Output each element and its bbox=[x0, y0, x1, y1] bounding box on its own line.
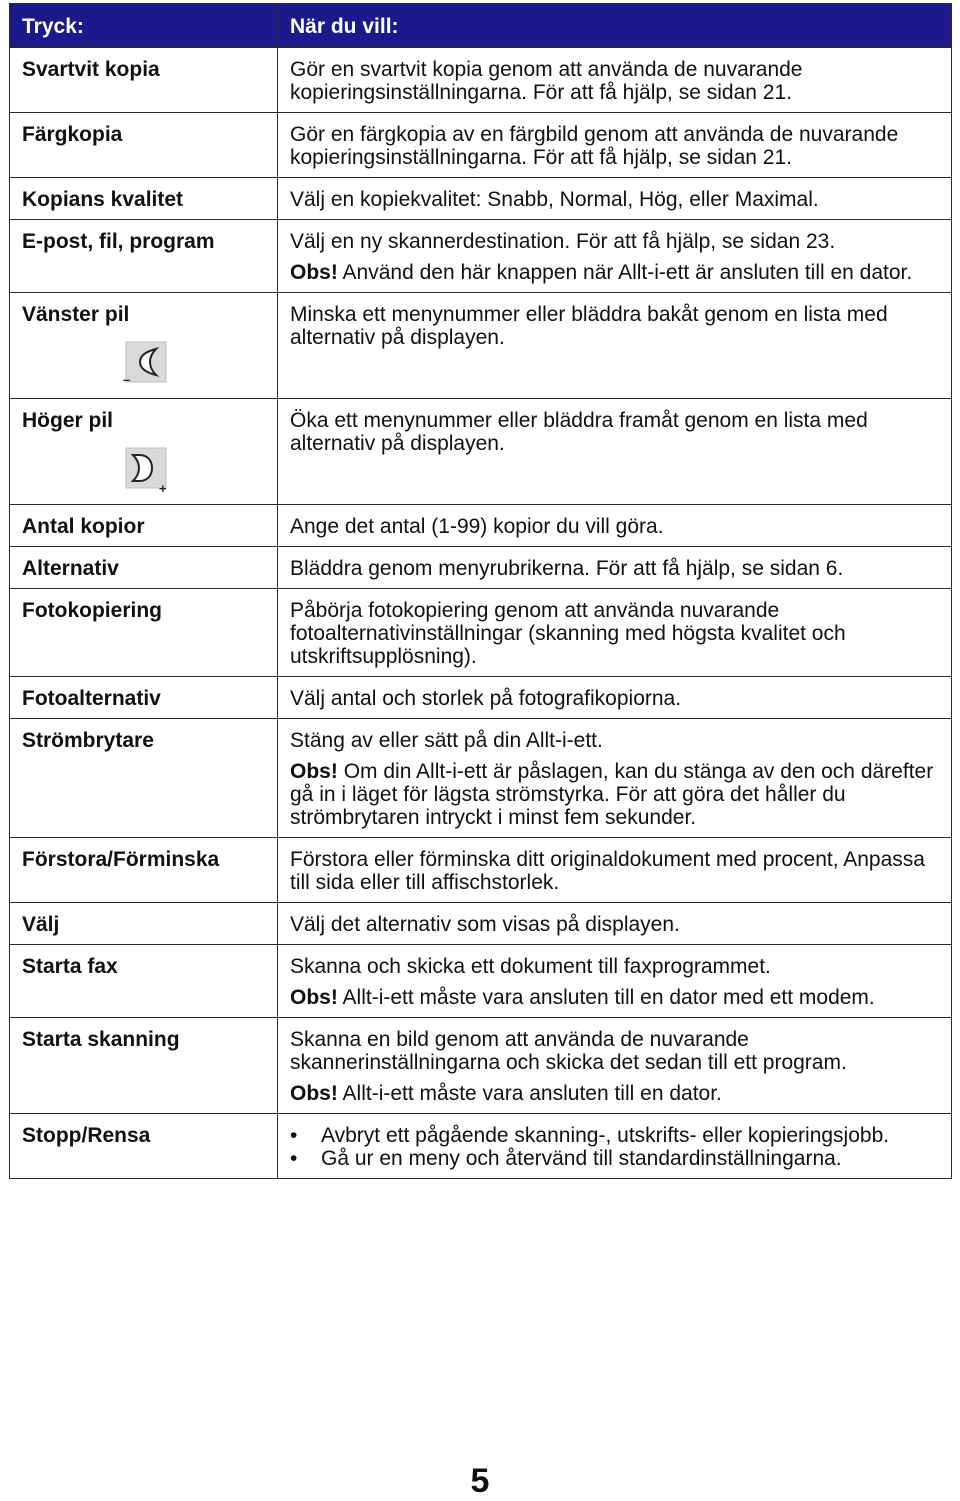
description-text: Skanna och skicka ett dokument till faxprogrammet. bbox=[290, 955, 771, 978]
button-name: Alternativ bbox=[22, 557, 119, 580]
bullet-text: Gå ur en meny och återvänd till standardinställningarna. bbox=[321, 1147, 842, 1170]
button-name: Starta skanning bbox=[22, 1028, 180, 1051]
button-name: Välj bbox=[22, 913, 60, 936]
button-reference-table bbox=[9, 3, 952, 1179]
description-text: Välj en kopiekvalitet: Snabb, Normal, Hög, eller Maximal. bbox=[290, 188, 819, 211]
table-row bbox=[10, 589, 952, 677]
button-name-cell bbox=[10, 719, 278, 838]
table-row bbox=[10, 113, 952, 178]
note-text: Allt-i-ett måste vara ansluten till en dator med ett modem. bbox=[342, 986, 875, 1009]
description-text: Välj det alternativ som visas på displayen. bbox=[290, 913, 680, 936]
table-body bbox=[10, 48, 952, 1179]
description-cell bbox=[278, 719, 952, 838]
button-name: Färgkopia bbox=[22, 123, 123, 146]
button-name: Starta fax bbox=[22, 955, 118, 978]
button-name-cell bbox=[10, 1114, 278, 1179]
button-name-cell bbox=[10, 547, 278, 589]
button-name-cell bbox=[10, 1018, 278, 1114]
button-name: Svartvit kopia bbox=[22, 58, 160, 81]
table-row bbox=[10, 945, 952, 1018]
description-cell bbox=[278, 505, 952, 547]
button-name: Strömbrytare bbox=[22, 729, 154, 752]
bullet-list bbox=[290, 1124, 939, 1170]
note-text: Allt-i-ett måste vara ansluten till en dator. bbox=[342, 1082, 722, 1105]
button-name: Fotoalternativ bbox=[22, 687, 161, 710]
note bbox=[290, 760, 939, 829]
description-cell bbox=[278, 589, 952, 677]
description-text: Gör en färgkopia av en färgbild genom att använda de nuvarande kopieringsinställningarna. För att få hjälp, se sidan 21. bbox=[290, 123, 899, 169]
description-cell bbox=[278, 178, 952, 220]
button-name-cell bbox=[10, 48, 278, 113]
table-row bbox=[10, 505, 952, 547]
table-row bbox=[10, 719, 952, 838]
description-cell bbox=[278, 1018, 952, 1114]
description-text: Förstora eller förminska ditt originaldokument med procent, Anpassa till sida eller till affischstorlek. bbox=[290, 848, 925, 894]
button-name-cell bbox=[10, 589, 278, 677]
button-name: E-post, fil, program bbox=[22, 230, 215, 253]
note-label: Obs! bbox=[290, 1082, 338, 1105]
button-name: Antal kopior bbox=[22, 515, 145, 538]
button-name-cell bbox=[10, 220, 278, 293]
bullet-text: Avbryt ett pågående skanning-, utskrifts- eller kopieringsjobb. bbox=[321, 1124, 890, 1147]
button-name-cell bbox=[10, 677, 278, 719]
table-row bbox=[10, 547, 952, 589]
button-name-cell bbox=[10, 399, 278, 505]
table-row bbox=[10, 1018, 952, 1114]
description-cell bbox=[278, 399, 952, 505]
button-name-cell bbox=[10, 945, 278, 1018]
description-text: Gör en svartvit kopia genom att använda de nuvarande kopieringsinställningarna. För att få hjälp, se sidan 21. bbox=[290, 58, 803, 104]
header-press: Tryck: bbox=[10, 4, 278, 48]
description-text: Stäng av eller sätt på din Allt-i-ett. bbox=[290, 729, 603, 752]
button-name-cell bbox=[10, 838, 278, 903]
left-arrow-button-icon bbox=[22, 340, 265, 390]
table-row bbox=[10, 178, 952, 220]
description-text: Öka ett menynummer eller bläddra framåt genom en lista med alternativ på displayen. bbox=[290, 409, 868, 455]
button-name-cell bbox=[10, 113, 278, 178]
description-cell bbox=[278, 547, 952, 589]
right-arrow-button-icon bbox=[22, 446, 265, 496]
description-text: Ange det antal (1-99) kopior du vill göra. bbox=[290, 515, 664, 538]
table-row bbox=[10, 220, 952, 293]
note-text: Använd den här knappen när Allt-i-ett är ansluten till en dator. bbox=[342, 261, 913, 284]
bullet-icon: • bbox=[290, 1124, 298, 1147]
button-name-cell bbox=[10, 903, 278, 945]
description-cell bbox=[278, 48, 952, 113]
button-name: Vänster pil bbox=[22, 303, 130, 326]
description-cell bbox=[278, 220, 952, 293]
description-cell bbox=[278, 677, 952, 719]
note bbox=[290, 261, 939, 284]
description-text: Välj en ny skannerdestination. För att få hjälp, se sidan 23. bbox=[290, 230, 836, 253]
bullet-item bbox=[290, 1124, 939, 1147]
description-text: Skanna en bild genom att använda de nuvarande skannerinställningarna och skicka det sedan till ett program. bbox=[290, 1028, 847, 1074]
description-text: Påbörja fotokopiering genom att använda nuvarande fotoalternativinställningar (skanning med högsta kvalitet och utskriftsupplösning). bbox=[290, 599, 846, 668]
bullet-icon: • bbox=[290, 1147, 298, 1170]
description-text: Bläddra genom menyrubrikerna. För att få hjälp, se sidan 6. bbox=[290, 557, 844, 580]
description-cell bbox=[278, 903, 952, 945]
note-label: Obs! bbox=[290, 986, 338, 1009]
icon-sign: + bbox=[159, 481, 167, 494]
button-name: Höger pil bbox=[22, 409, 114, 432]
description-cell bbox=[278, 838, 952, 903]
table-row bbox=[10, 399, 952, 505]
description-cell bbox=[278, 113, 952, 178]
header-when: När du vill: bbox=[278, 4, 952, 48]
table-row bbox=[10, 677, 952, 719]
note bbox=[290, 1082, 939, 1105]
description-cell bbox=[278, 1114, 952, 1179]
button-name: Kopians kvalitet bbox=[22, 188, 184, 211]
table-row bbox=[10, 838, 952, 903]
note bbox=[290, 986, 939, 1009]
bullet-item bbox=[290, 1147, 939, 1170]
button-name: Fotokopiering bbox=[22, 599, 162, 622]
button-name: Förstora/Förminska bbox=[22, 848, 220, 871]
button-name-cell bbox=[10, 178, 278, 220]
note-text: Om din Allt-i-ett är påslagen, kan du stänga av den och därefter gå in i läget för lägsta strömstyrka. För att göra det håller du strömbrytaren intryckt i minst fem sekunder. bbox=[290, 760, 934, 829]
description-cell bbox=[278, 293, 952, 399]
description-cell bbox=[278, 945, 952, 1018]
table-row bbox=[10, 293, 952, 399]
description-text: Välj antal och storlek på fotografikopiorna. bbox=[290, 687, 682, 710]
button-name-cell bbox=[10, 293, 278, 399]
table-row bbox=[10, 903, 952, 945]
note-label: Obs! bbox=[290, 261, 338, 284]
button-name-cell bbox=[10, 505, 278, 547]
table-header-row bbox=[10, 4, 952, 48]
table-row bbox=[10, 1114, 952, 1179]
note-label: Obs! bbox=[290, 760, 338, 783]
button-name: Stopp/Rensa bbox=[22, 1124, 151, 1147]
icon-sign: – bbox=[123, 372, 131, 387]
description-text: Minska ett menynummer eller bläddra bakåt genom en lista med alternativ på displayen. bbox=[290, 303, 888, 349]
page-number: 5 bbox=[470, 1462, 490, 1500]
table-row bbox=[10, 48, 952, 113]
